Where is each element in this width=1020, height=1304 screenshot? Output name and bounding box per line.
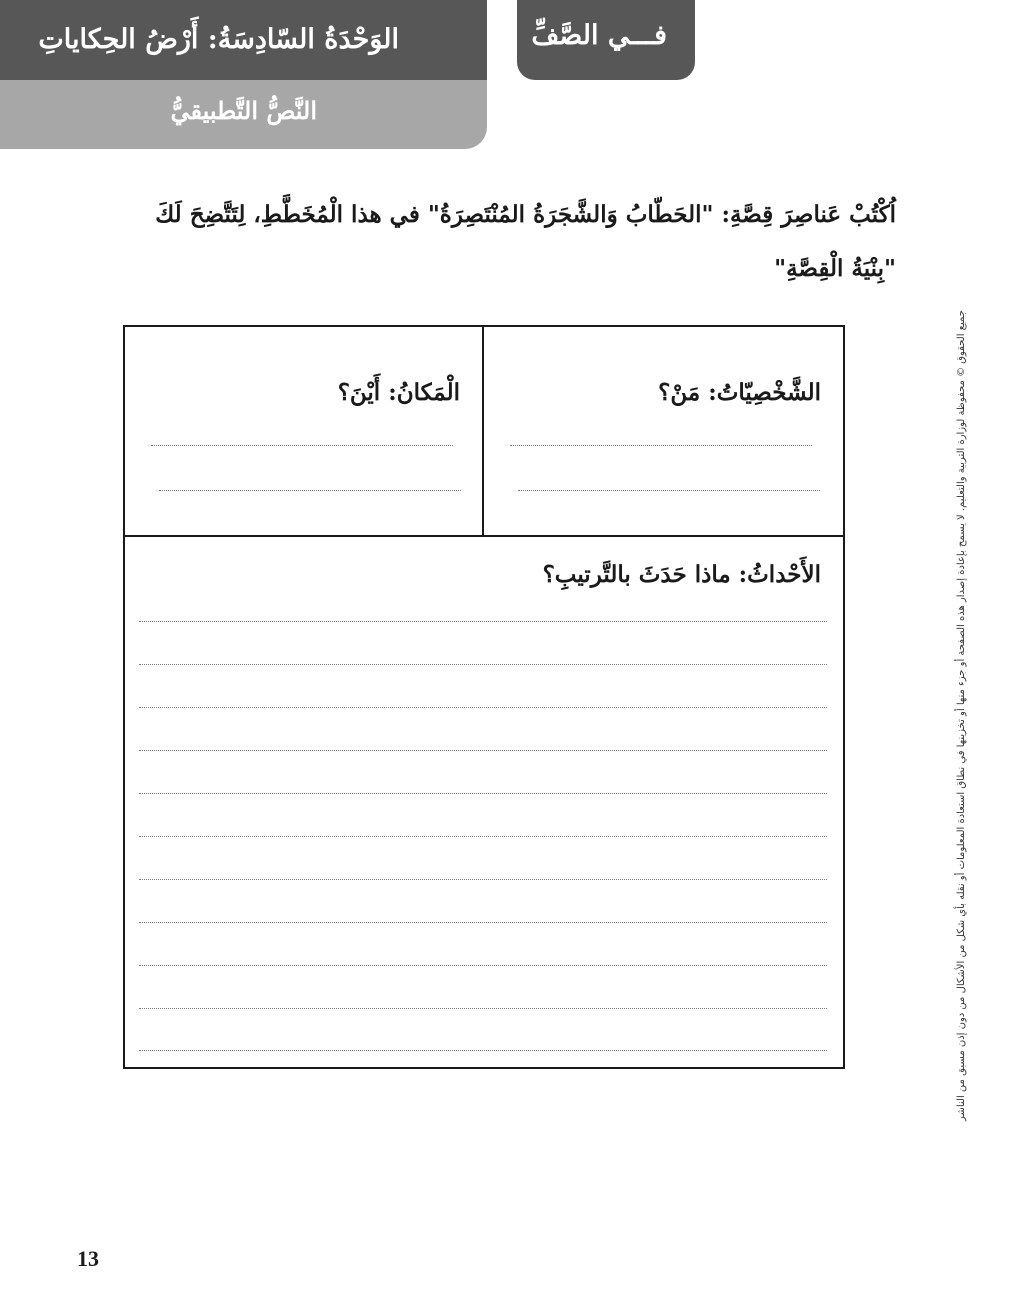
answer-line[interactable] bbox=[139, 664, 827, 665]
unit-title: الوَحْدَةُ السّادِسَةُ: أَرْضُ الحِكاياتِ bbox=[38, 24, 399, 55]
section-title-banner bbox=[0, 80, 487, 149]
characters-label: الشَّخْصِيّاتُ: مَنْ؟ bbox=[658, 379, 821, 406]
answer-line[interactable] bbox=[139, 922, 827, 923]
answer-line[interactable] bbox=[518, 490, 820, 491]
answer-line[interactable] bbox=[139, 836, 827, 837]
instruction-text: اُكْتُبْ عَناصِرَ قِصَّةِ: "الحَطّابُ وَالشَّجَرَةُ المُنْتَصِرَةُ" في هذا الْمُخَطَّطِ، لِتَتَّضِحَ لَكَ "بِنْيَةُ الْقِصَّةِ" bbox=[155, 201, 896, 282]
answer-line[interactable] bbox=[139, 965, 827, 966]
answer-line[interactable] bbox=[139, 750, 827, 751]
place-cell bbox=[125, 327, 484, 535]
copyright-notice: جميع الحقوق © محفوظة لوزارة التربية والتعليم. لا يسمح بإعادة إصدار هذه الصفحة أو جزء منها أو تخزينها في نطاق استعادة المعلومات أو نقله بأي شكل من الأشكال من دون إذن مسبق من الناشر bbox=[956, 310, 967, 1122]
story-structure-diagram bbox=[123, 325, 845, 1069]
section-title: النَّصُّ التَّطبيقيُّ bbox=[170, 96, 317, 125]
answer-line[interactable] bbox=[139, 621, 827, 622]
in-class-tab bbox=[517, 0, 695, 80]
page-number: 13 bbox=[77, 1246, 99, 1271]
answer-line[interactable] bbox=[139, 1008, 827, 1009]
answer-line[interactable] bbox=[139, 707, 827, 708]
answer-line[interactable] bbox=[139, 1050, 827, 1051]
answer-line[interactable] bbox=[139, 879, 827, 880]
answer-line[interactable] bbox=[510, 445, 812, 446]
unit-title-banner bbox=[0, 0, 487, 80]
events-label: الأَحْداثُ: ماذا حَدَثَ بالتَّرتيبِ؟ bbox=[542, 561, 821, 588]
place-label: الْمَكانُ: أَيْنَ؟ bbox=[337, 379, 460, 406]
events-cell bbox=[125, 535, 843, 1067]
answer-line[interactable] bbox=[159, 490, 461, 491]
in-class-tab-label: فـــي الصَّفِّ bbox=[531, 20, 667, 51]
answer-line[interactable] bbox=[151, 445, 453, 446]
characters-cell bbox=[484, 327, 843, 535]
answer-line[interactable] bbox=[139, 793, 827, 794]
